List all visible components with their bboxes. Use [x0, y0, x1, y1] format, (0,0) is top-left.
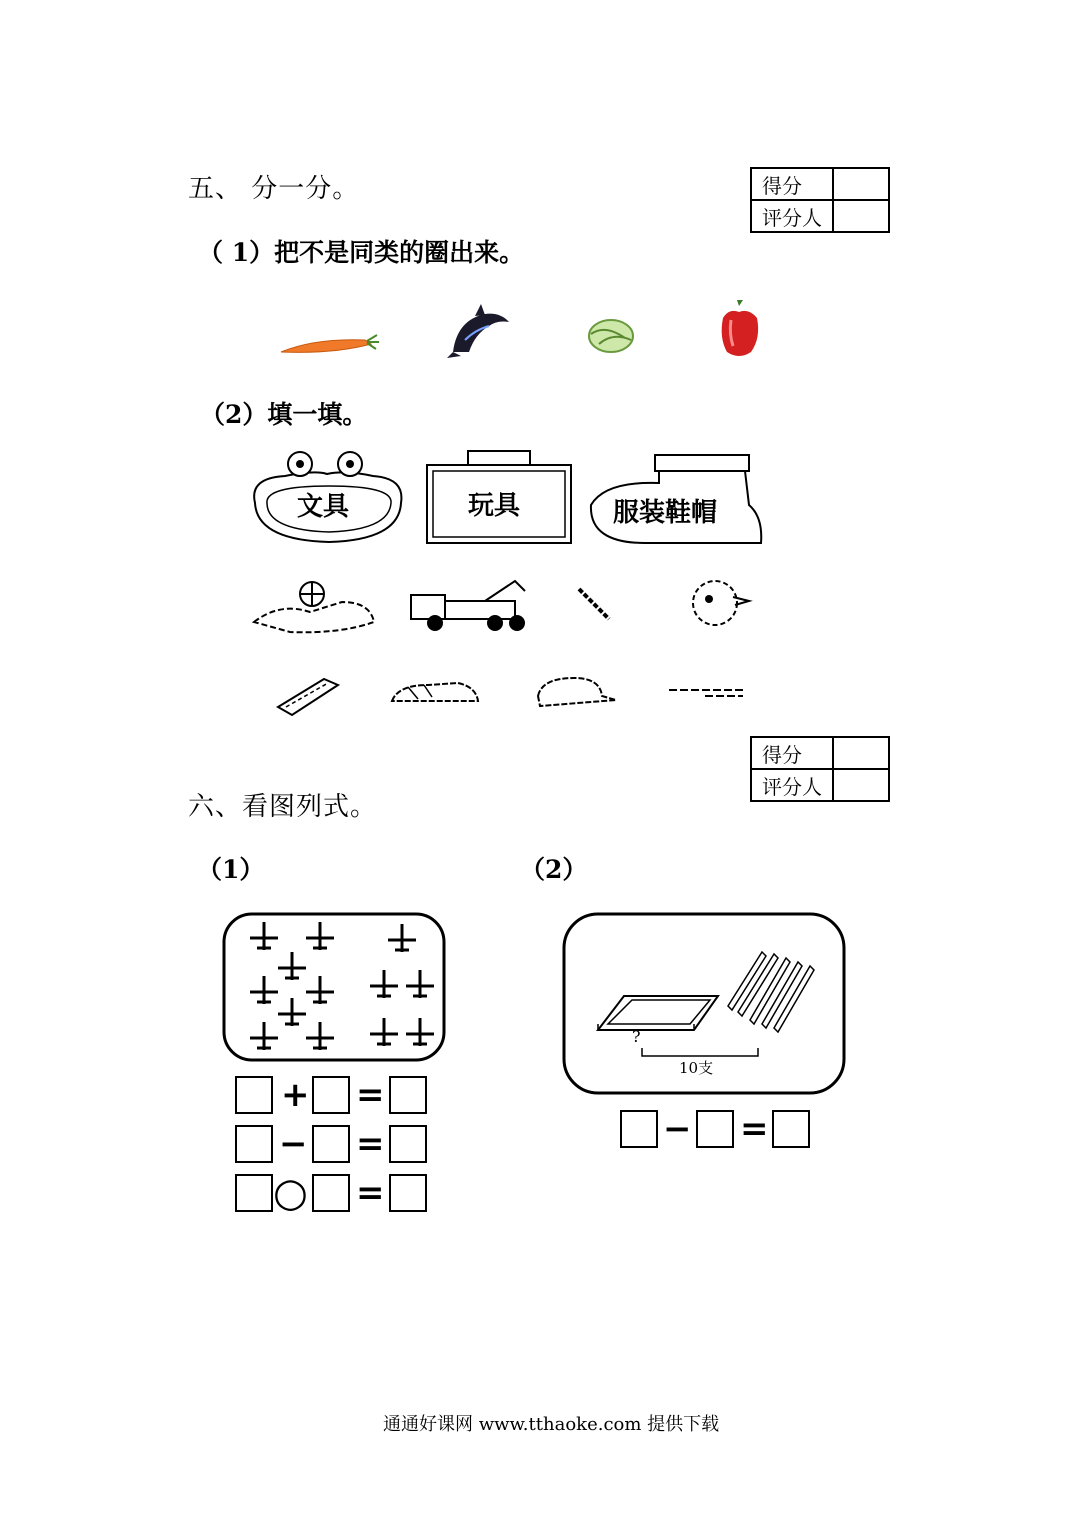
shoe-image[interactable] [388, 673, 483, 713]
answer-box[interactable] [235, 1174, 273, 1212]
grader-value-cell[interactable] [833, 200, 889, 232]
toy-truck-image[interactable] [405, 575, 535, 635]
red-pepper-image[interactable] [715, 298, 765, 360]
p1-label: （1） [197, 855, 265, 884]
answer-box[interactable] [696, 1110, 734, 1148]
answer-box[interactable] [389, 1076, 427, 1114]
equals-sign: = [356, 1124, 385, 1164]
plane-icon [306, 922, 334, 950]
answer-box[interactable] [389, 1174, 427, 1212]
plane-icon [250, 922, 278, 950]
plane-icon [406, 970, 434, 998]
plane-icon [306, 1022, 334, 1050]
q2-label: （2）填一填。 [200, 400, 368, 429]
plane-icon [250, 1022, 278, 1050]
plane-icon [278, 998, 306, 1026]
operator-circle[interactable]: ○ [273, 1170, 308, 1216]
score-value-cell[interactable] [833, 168, 889, 200]
plane-icon [306, 976, 334, 1004]
pencil-image[interactable] [575, 585, 615, 625]
p2-label: （2） [520, 855, 588, 884]
total-pencils-label: 10支 [679, 1059, 714, 1077]
dolphin-image[interactable] [445, 300, 515, 360]
score-table-section5 [750, 167, 890, 233]
planes-picture [222, 912, 446, 1062]
bin-toys-label: 玩具 [468, 491, 521, 521]
grader-value-cell[interactable] [833, 769, 889, 801]
cap-image[interactable] [530, 672, 620, 714]
answer-box[interactable] [312, 1076, 350, 1114]
equals-sign: = [356, 1173, 385, 1213]
score-label: 得分 [751, 168, 833, 200]
question-mark: ? [632, 1027, 641, 1046]
plane-icon [370, 970, 398, 998]
answer-box[interactable] [620, 1110, 658, 1148]
bin-clothing-label: 服装鞋帽 [613, 498, 718, 528]
grader-label: 评分人 [751, 769, 833, 801]
ruler-image[interactable] [665, 680, 747, 702]
chick-toy-image[interactable] [683, 573, 758, 635]
carrot-image[interactable] [275, 328, 385, 362]
plus-sign: + [281, 1075, 310, 1115]
eraser-image[interactable] [272, 673, 344, 718]
cabbage-image[interactable] [585, 310, 641, 358]
equals-sign: = [356, 1075, 385, 1115]
score-label: 得分 [751, 737, 833, 769]
plane-icon [250, 976, 278, 1004]
answer-box[interactable] [312, 1125, 350, 1163]
minus-sign: − [663, 1109, 692, 1149]
score-value-cell[interactable] [833, 737, 889, 769]
answer-box[interactable] [772, 1110, 810, 1148]
answer-box[interactable] [312, 1174, 350, 1212]
answer-box[interactable] [235, 1076, 273, 1114]
pinwheel-image[interactable] [250, 572, 380, 637]
bin-stationery-label: 文具 [297, 492, 350, 522]
q1-label: （ 1）把不是同类的圈出来。 [198, 238, 525, 267]
answer-box[interactable] [235, 1125, 273, 1163]
section5-title: 五、 分一分。 [188, 174, 360, 204]
score-table-section6 [750, 736, 890, 802]
plane-icon [370, 1018, 398, 1046]
plane-icon [406, 1018, 434, 1046]
footer-text: 通通好课网 www.tthaoke.com 提供下载 [383, 1414, 720, 1435]
plane-icon [278, 952, 306, 980]
section6-title: 六、看图列式。 [188, 792, 378, 822]
answer-box[interactable] [389, 1125, 427, 1163]
equals-sign: = [740, 1109, 769, 1149]
minus-sign: − [279, 1124, 308, 1164]
grader-label: 评分人 [751, 200, 833, 232]
plane-icon [388, 924, 416, 952]
